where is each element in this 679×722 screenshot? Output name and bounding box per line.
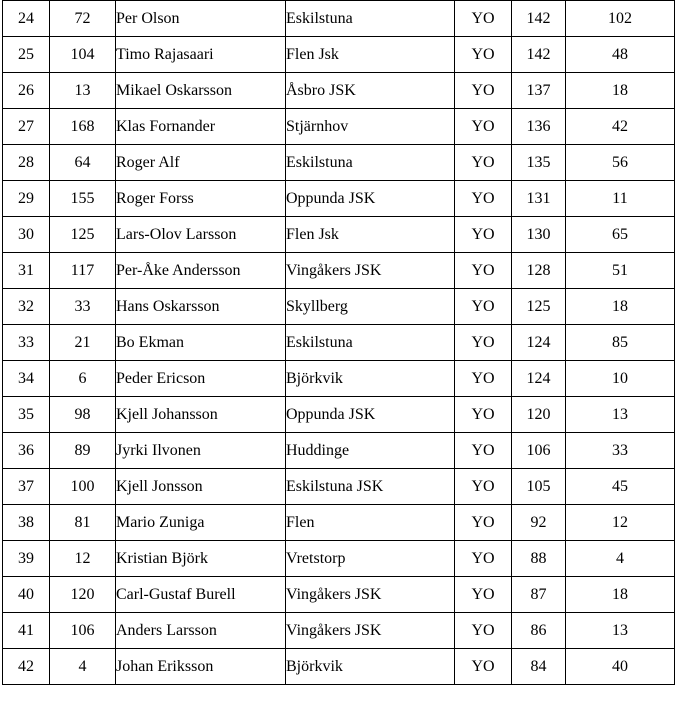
table-row <box>3 469 675 505</box>
cell-class: YO <box>455 181 512 217</box>
cell-place: 31 <box>3 253 50 289</box>
cell-name: Timo Rajasaari <box>116 37 286 73</box>
cell-club: Flen <box>286 505 455 541</box>
cell-name: Carl-Gustaf Burell <box>116 577 286 613</box>
table-row <box>3 649 675 685</box>
cell-club: Eskilstuna <box>286 325 455 361</box>
cell-number: 106 <box>50 613 116 649</box>
table-row <box>3 289 675 325</box>
cell-name: Per-Åke Andersson <box>116 253 286 289</box>
cell-class: YO <box>455 541 512 577</box>
cell-number: 104 <box>50 37 116 73</box>
table-row <box>3 145 675 181</box>
cell-place: 29 <box>3 181 50 217</box>
cell-points: 13 <box>566 613 675 649</box>
cell-score: 88 <box>512 541 566 577</box>
table-row <box>3 37 675 73</box>
table-row <box>3 577 675 613</box>
table-row <box>3 505 675 541</box>
cell-score: 142 <box>512 1 566 37</box>
cell-points: 18 <box>566 577 675 613</box>
cell-place: 36 <box>3 433 50 469</box>
cell-score: 131 <box>512 181 566 217</box>
cell-points: 13 <box>566 397 675 433</box>
cell-number: 100 <box>50 469 116 505</box>
cell-number: 13 <box>50 73 116 109</box>
table-row <box>3 613 675 649</box>
cell-club: Björkvik <box>286 361 455 397</box>
cell-class: YO <box>455 1 512 37</box>
cell-name: Kjell Johansson <box>116 397 286 433</box>
cell-name: Lars-Olov Larsson <box>116 217 286 253</box>
cell-number: 64 <box>50 145 116 181</box>
cell-number: 117 <box>50 253 116 289</box>
cell-place: 37 <box>3 469 50 505</box>
cell-number: 33 <box>50 289 116 325</box>
cell-class: YO <box>455 613 512 649</box>
cell-class: YO <box>455 37 512 73</box>
cell-name: Anders Larsson <box>116 613 286 649</box>
cell-class: YO <box>455 433 512 469</box>
cell-number: 6 <box>50 361 116 397</box>
cell-club: Vingåkers JSK <box>286 613 455 649</box>
cell-club: Huddinge <box>286 433 455 469</box>
cell-name: Roger Alf <box>116 145 286 181</box>
results-table-body <box>3 1 675 685</box>
cell-class: YO <box>455 289 512 325</box>
cell-score: 130 <box>512 217 566 253</box>
cell-class: YO <box>455 73 512 109</box>
cell-place: 35 <box>3 397 50 433</box>
cell-club: Vingåkers JSK <box>286 577 455 613</box>
results-table <box>2 0 675 685</box>
cell-name: Mikael Oskarsson <box>116 73 286 109</box>
table-row <box>3 217 675 253</box>
cell-score: 92 <box>512 505 566 541</box>
table-row <box>3 181 675 217</box>
cell-score: 125 <box>512 289 566 325</box>
cell-points: 48 <box>566 37 675 73</box>
cell-club: Vingåkers JSK <box>286 253 455 289</box>
cell-name: Hans Oskarsson <box>116 289 286 325</box>
cell-place: 39 <box>3 541 50 577</box>
cell-club: Björkvik <box>286 649 455 685</box>
cell-place: 34 <box>3 361 50 397</box>
table-row <box>3 325 675 361</box>
table-row <box>3 397 675 433</box>
cell-score: 142 <box>512 37 566 73</box>
cell-name: Mario Zuniga <box>116 505 286 541</box>
table-row <box>3 73 675 109</box>
cell-number: 72 <box>50 1 116 37</box>
cell-score: 106 <box>512 433 566 469</box>
table-row <box>3 433 675 469</box>
cell-class: YO <box>455 577 512 613</box>
cell-number: 21 <box>50 325 116 361</box>
cell-points: 102 <box>566 1 675 37</box>
cell-place: 25 <box>3 37 50 73</box>
cell-place: 41 <box>3 613 50 649</box>
table-row <box>3 1 675 37</box>
cell-place: 33 <box>3 325 50 361</box>
cell-score: 135 <box>512 145 566 181</box>
cell-club: Eskilstuna <box>286 145 455 181</box>
cell-number: 12 <box>50 541 116 577</box>
cell-points: 33 <box>566 433 675 469</box>
cell-score: 105 <box>512 469 566 505</box>
cell-class: YO <box>455 109 512 145</box>
cell-class: YO <box>455 649 512 685</box>
cell-number: 89 <box>50 433 116 469</box>
cell-points: 11 <box>566 181 675 217</box>
cell-points: 85 <box>566 325 675 361</box>
cell-name: Per Olson <box>116 1 286 37</box>
cell-score: 120 <box>512 397 566 433</box>
cell-number: 98 <box>50 397 116 433</box>
cell-place: 24 <box>3 1 50 37</box>
cell-number: 4 <box>50 649 116 685</box>
cell-points: 12 <box>566 505 675 541</box>
cell-name: Kjell Jonsson <box>116 469 286 505</box>
cell-score: 124 <box>512 361 566 397</box>
cell-club: Stjärnhov <box>286 109 455 145</box>
cell-score: 136 <box>512 109 566 145</box>
cell-name: Jyrki Ilvonen <box>116 433 286 469</box>
cell-points: 42 <box>566 109 675 145</box>
cell-name: Bo Ekman <box>116 325 286 361</box>
cell-class: YO <box>455 325 512 361</box>
table-row <box>3 361 675 397</box>
cell-score: 86 <box>512 613 566 649</box>
cell-name: Roger Forss <box>116 181 286 217</box>
cell-club: Eskilstuna <box>286 1 455 37</box>
cell-points: 56 <box>566 145 675 181</box>
cell-points: 45 <box>566 469 675 505</box>
cell-name: Kristian Björk <box>116 541 286 577</box>
cell-number: 125 <box>50 217 116 253</box>
cell-score: 84 <box>512 649 566 685</box>
cell-points: 10 <box>566 361 675 397</box>
cell-class: YO <box>455 397 512 433</box>
cell-name: Peder Ericson <box>116 361 286 397</box>
cell-place: 32 <box>3 289 50 325</box>
table-row <box>3 541 675 577</box>
cell-score: 124 <box>512 325 566 361</box>
cell-place: 28 <box>3 145 50 181</box>
cell-club: Skyllberg <box>286 289 455 325</box>
cell-club: Oppunda JSK <box>286 181 455 217</box>
cell-points: 51 <box>566 253 675 289</box>
cell-points: 18 <box>566 73 675 109</box>
cell-number: 120 <box>50 577 116 613</box>
cell-club: Åsbro JSK <box>286 73 455 109</box>
cell-club: Vretstorp <box>286 541 455 577</box>
cell-class: YO <box>455 505 512 541</box>
table-row <box>3 109 675 145</box>
cell-points: 65 <box>566 217 675 253</box>
cell-number: 168 <box>50 109 116 145</box>
cell-score: 87 <box>512 577 566 613</box>
cell-class: YO <box>455 469 512 505</box>
cell-points: 40 <box>566 649 675 685</box>
cell-class: YO <box>455 253 512 289</box>
cell-place: 26 <box>3 73 50 109</box>
cell-name: Johan Eriksson <box>116 649 286 685</box>
cell-number: 155 <box>50 181 116 217</box>
cell-place: 38 <box>3 505 50 541</box>
cell-club: Oppunda JSK <box>286 397 455 433</box>
cell-score: 137 <box>512 73 566 109</box>
cell-name: Klas Fornander <box>116 109 286 145</box>
cell-class: YO <box>455 217 512 253</box>
cell-score: 128 <box>512 253 566 289</box>
cell-club: Flen Jsk <box>286 217 455 253</box>
cell-place: 40 <box>3 577 50 613</box>
cell-points: 18 <box>566 289 675 325</box>
cell-club: Flen Jsk <box>286 37 455 73</box>
cell-number: 81 <box>50 505 116 541</box>
cell-place: 30 <box>3 217 50 253</box>
cell-points: 4 <box>566 541 675 577</box>
cell-class: YO <box>455 361 512 397</box>
cell-class: YO <box>455 145 512 181</box>
cell-place: 42 <box>3 649 50 685</box>
cell-place: 27 <box>3 109 50 145</box>
cell-club: Eskilstuna JSK <box>286 469 455 505</box>
table-row <box>3 253 675 289</box>
